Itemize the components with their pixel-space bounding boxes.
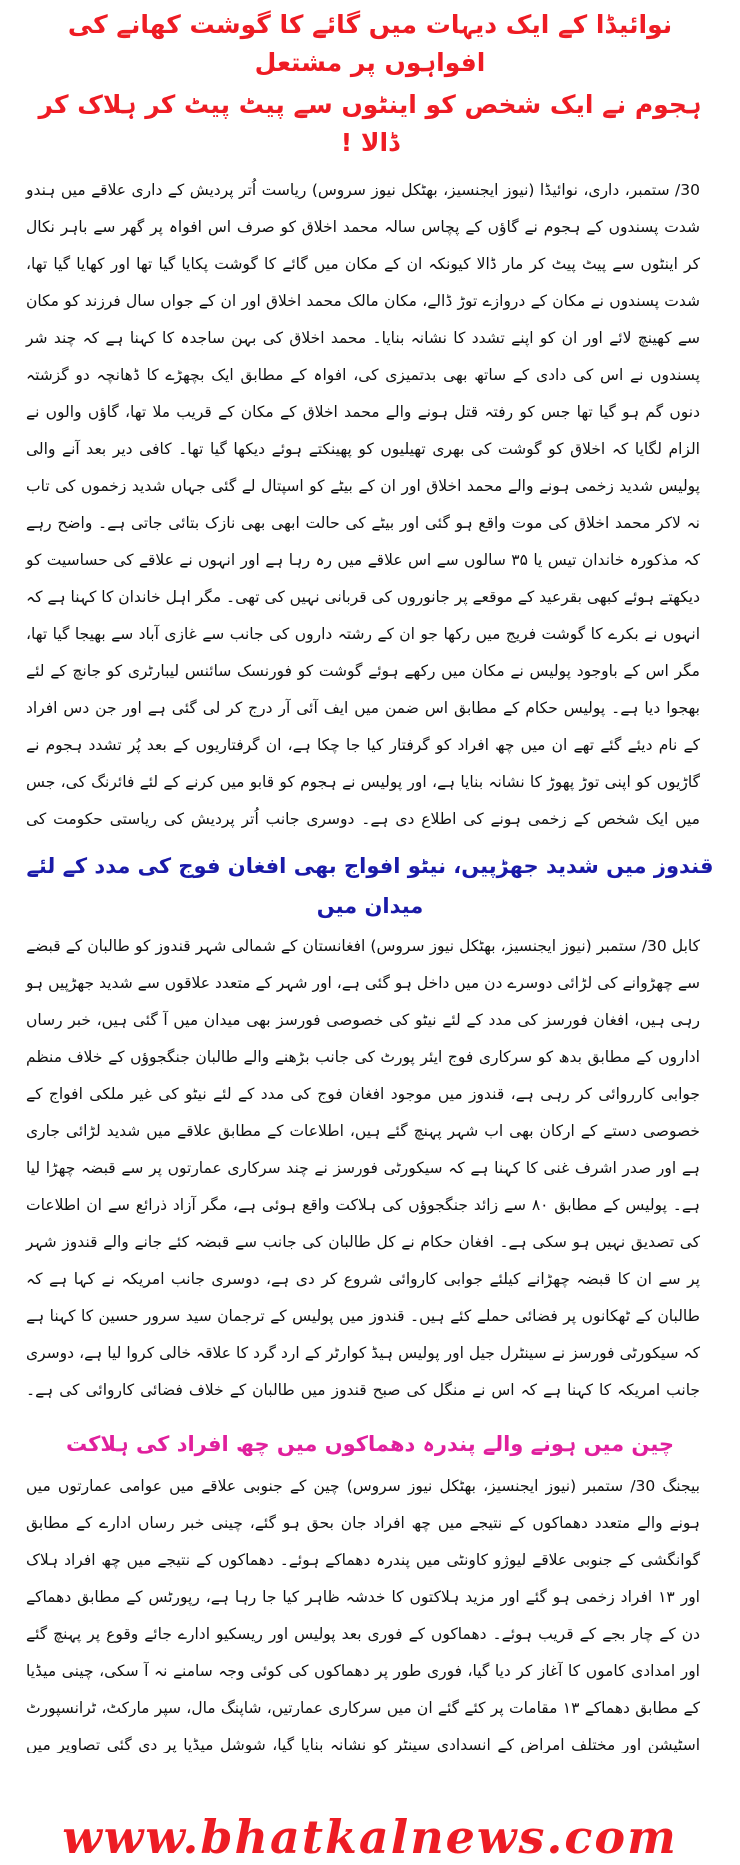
headline-line-1: نوائیڈا کے ایک دیہات میں گائے کا گوشت کھانے کی افواہوں پر مشتعل: [67, 10, 673, 77]
article-noida-body: 30/ ستمبر، داری، نوائیڈا (نیوز ایجنسیز، بھٹکل نیوز سروس) ریاست اُتر پردیش کے داری علاقے میں ہندو شدت پسندوں کے ہجوم نے گاؤں کے پچاس سالہ محمد اخلاق کو صرف اس افواہ پر گھر سے باہر نکال کر اینٹوں سے پیٹ پیٹ کر مار ڈالا کیونکہ ان کے مکان میں گائے کا گوشت پکایا گیا تھا اور کھایا گیا تھا، شدت پسندوں نے مکان کے دروازے توڑ ڈالے، مکان مالک محمد اخلاق اور ان کے جواں سال فرزند کو مکان سے کھینچ لائے اور ان کو اپنے تشدد کا نشانہ بنایا۔ محمد اخلاق کی بہن ساجدہ کا کہنا ہے کہ چند شر پسندوں نے اس کی دادی کے ساتھ بھی بدتمیزی کی، افواہ کے مطابق ایک بچھڑے کا ڈھانچہ دو گزشتہ دنوں گم ہو گیا تھا جس کو رفتہ قتل ہونے والے محمد اخلاق کے مکان کے قریب ملا تھا، گاؤں والوں نے الزام لگایا کہ اخلاق کو گوشت کی بھری تھیلیوں کو پھینکتے ہوئے دیکھا گیا تھا۔ کافی دیر بعد آنے والی پولیس شدید زخمی ہونے والے محمد اخلاق اور ان کے بیٹے کو اسپتال لے گئی جہاں شدید زخموں کی تاب نہ لاکر محمد اخلاق کی موت واقع ہو گئی اور بیٹے کی حالت ابھی بھی نازک بتائی جاتی ہے۔ واضح رہے کہ مذکورہ خاندان تیس یا ۳۵ سالوں سے اس علاقے میں رہ رہا ہے اور انہوں نے علاقے کی حساسیت کو دیکھتے ہوئے کبھی بقرعید کے موقعے پر جانوروں کی قربانی نہیں کی تھی۔ مگر اہل خاندان کا کہنا ہے کہ انہوں نے بکرے کا گوشت فریج میں رکھا جو ان کے رشتہ داروں کی جانب سے غازی آباد سے بھیجا گیا تھا، مگر اس کے باوجود پولیس نے مکان میں رکھے ہوئے گوشت کو فورنسک سائنس لیبارٹری کو جانچ کے لئے بھجوا دیا ہے۔ پولیس حکام کے مطابق اس ضمن میں ایف آئی آر درج کر لی گئی ہے اور جن دس افراد کے نام دیئے گئے تھے ان میں چھ افراد کو گرفتار کیا جا چکا ہے، ان گرفتاریوں کے بعد پُر تشدد ہجوم نے گاڑیوں کو اپنی توڑ پھوڑ کا نشانہ بنایا ہے، اور پولیس نے ہجوم کو قابو میں کرنے کے لئے فائرنگ کی، جس میں ایک شخص کے زخمی ہونے کی اطلاع دی ہے۔ دوسری جانب اُتر پردیش کی ریاستی حکومت کی: [26, 181, 700, 828]
article-china-body: بیجنگ 30/ ستمبر (نیوز ایجنسیز، بھٹکل نیوز سروس) چین کے جنوبی علاقے میں عوامی عمارتوں میں ہونے والے متعدد دھماکوں کے نتیجے میں چھ افراد جان بحق ہو گئے، چینی خبر رساں ادارے کے مطابق گوانگشی کے جنوبی علاقے لیوژو کاونٹی میں پندرہ دھماکے ہوئے۔ دھماکوں کے نتیجے میں چھ افراد ہلاک اور ۱۳ افراد زخمی ہو گئے اور مزید ہلاکتوں کا خدشہ ظاہر کیا جا رہا ہے، رپورٹس کے مطابق دھماکے دن کے چار بجے کے قریب ہوئے۔ دھماکوں کے فوری بعد پولیس اور ریسکیو ادارے جائے وقوع پر پہنچ گئے اور امدادی کاموں کا آغاز کر دیا گیا، فوری طور پر دھماکوں کی کوئی وجہ سامنے نہ آ سکی، چینی میڈیا کے مطابق دھماکے ۱۳ مقامات پر کئے گئے ان میں سرکاری عمارتیں، شاپنگ مال، سپر مارکٹ، ٹرانسپورٹ اسٹیشن اور مختلف امراض کے انسدادی سینٹر کو نشانہ بنایا گیا، شوشل میڈیا پر دی گئی تصاویر میں: [26, 1477, 700, 1753]
headline-line-2: ہجوم نے ایک شخص کو اینٹوں سے پیٹ پیٹ کر ہلاک کر ڈالا !: [38, 90, 702, 157]
article-china-title: چین میں ہونے والے پندرہ دھماکوں میں چھ افراد کی ہلاکت: [65, 1432, 675, 1456]
main-headline: [0, 6, 740, 162]
site-url-footer: www.bhatkalnews.com: [62, 1812, 678, 1862]
article-kunduz-body: کابل 30/ ستمبر (نیوز ایجنسیز، بھٹکل نیوز سروس) افغانستان کے شمالی شہر قندوز کو طالبان کے قبضے سے چھڑوانے کی لڑائی دوسرے دن میں داخل ہو گئی ہے، اور شہر کے متعدد علاقوں سے شدید جھڑپیں ہو رہی ہیں، افغان فورسز کی مدد کے لئے نیٹو کی خصوصی فورسز بھی میدان میں آ گئی ہیں، خبر رساں اداروں کے مطابق بدھ کو سرکاری فوج ایئر پورٹ کی جانب بڑھنے والے طالبان جنگجوؤں کے خلاف منظم جوابی کارروائی کر رہی ہے، قندوز میں موجود افغان فوج کی مدد کے لئے نیٹو کی غیر ملکی افواج کے خصوصی دستے کے ارکان بھی اب شہر پہنچ گئے ہیں، اطلاعات کے مطابق علاقے میں شدید لڑائی جاری ہے اور صدر اشرف غنی کا کہنا ہے کہ سیکورٹی فورسز نے چند سرکاری عمارتوں پر سے قبضہ چھڑا لیا ہے۔ پولیس کے مطابق ۸۰ سے زائد جنگجوؤں کی ہلاکت واقع ہوئی ہے، مگر آزاد ذرائع سے ان اطلاعات کی تصدیق نہیں ہو سکی ہے۔ افغان حکام نے کل طالبان کی جانب سے قبضہ کئے جانے والے قندوز شہر پر سے ان کا قبضہ چھڑانے کیلئے جوابی کاروائی شروع کر دی ہے، دوسری جانب امریکہ نے کہا ہے کہ طالبان کے ٹھکانوں پر فضائی حملے کئے ہیں۔ قندوز میں پولیس کے ترجمان سید سرور حسین کا کہنا ہے کہ سیکورٹی فورسز نے سینٹرل جیل اور پولیس ہیڈ کوارٹر کے ارد گرد کا علاقہ خالی کروا لیا ہے، دوسری جانب امریکہ کا کہنا ہے کہ اس نے منگل کی صبح قندوز میں طالبان کے خلاف فضائی کاروائی کی ہے۔: [26, 937, 700, 1399]
article-kunduz-title: قندوز میں شدید جھڑپیں، نیٹو افواج بھی افغان فوج کی مدد کے لئے میدان میں: [26, 854, 714, 918]
